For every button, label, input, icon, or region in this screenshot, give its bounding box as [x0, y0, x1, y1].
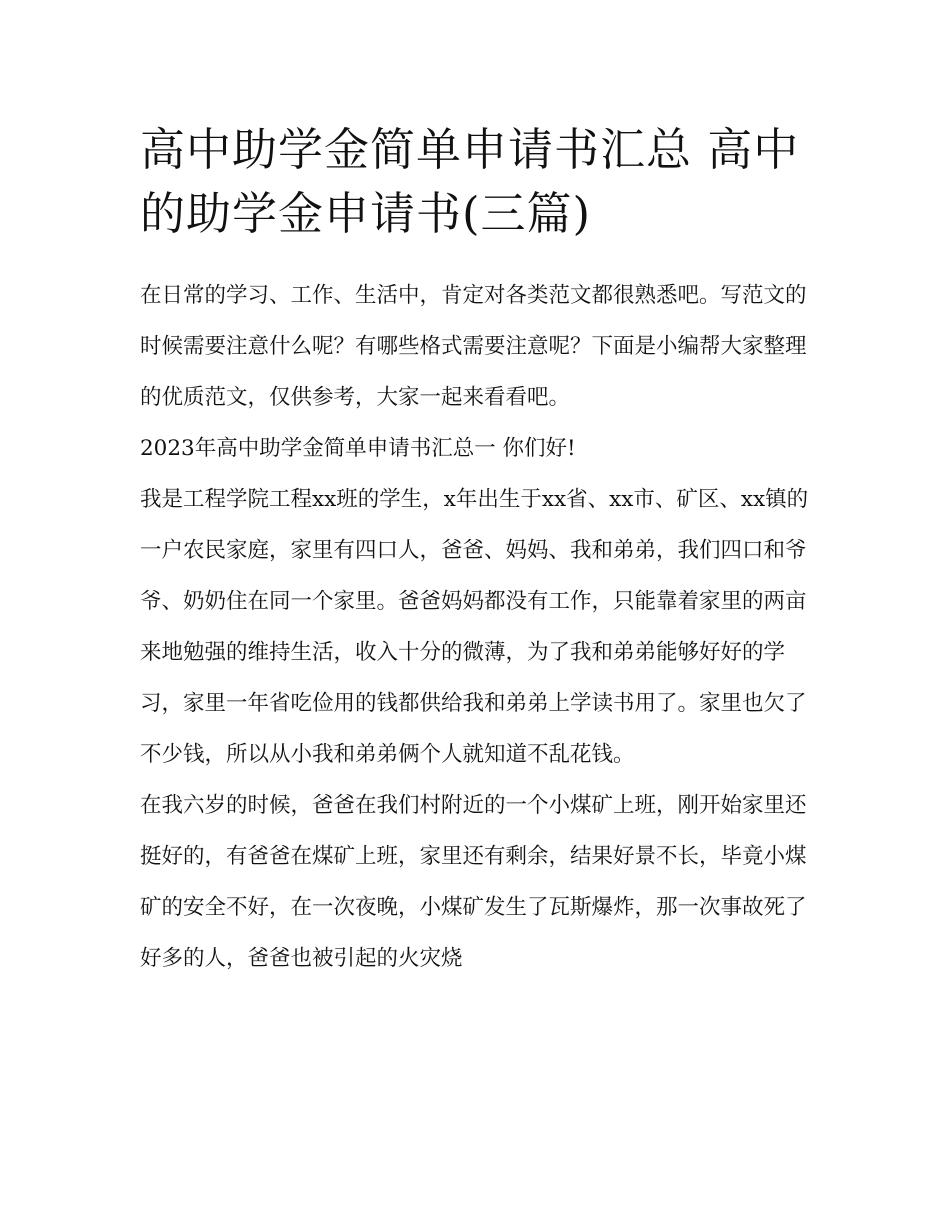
document-content: [140, 118, 815, 984]
paragraph-intro: 在日常的学习、工作、生活中，肯定对各类范文都很熟悉吧。写范文的时候需要注意什么呢？有哪些格式需要注意呢？下面是小编帮大家整理的优质范文，仅供参考，大家一起来看看吧。: [140, 283, 807, 410]
document-title: 高中助学金简单申请书汇总 高中的助学金申请书(三篇): [140, 123, 800, 240]
document-body: [140, 270, 815, 984]
paragraph-family-background: 我是工程学院工程xx班的学生，x年出生于xx省、xx市、矿区、xx镇的一户农民家庭，家里有四口人，爸爸、妈妈、我和弟弟，我们四口和爷爷、奶奶住在同一个家里。爸爸妈妈都没有工作，只能靠着家里的两亩来地勉强的维持生活，收入十分的微薄，为了我和弟弟能够好好的学习，家里一年省吃俭用的钱都供给我和弟弟上学读书用了。家里也欠了不少钱，所以从小我和弟弟俩个人就知道不乱花钱。: [140, 487, 809, 767]
paragraph-greeting: 2023年高中助学金简单申请书汇总一 你们好!: [140, 436, 576, 461]
paragraph-accident: 在我六岁的时候，爸爸在我们村附近的一个小煤矿上班，刚开始家里还挺好的，有爸爸在煤矿上班，家里还有剩余，结果好景不长，毕竟小煤矿的安全不好，在一次夜晚，小煤矿发生了瓦斯爆炸，那一次事故死了好多的人，爸爸也被引起的火灾烧: [140, 793, 807, 971]
